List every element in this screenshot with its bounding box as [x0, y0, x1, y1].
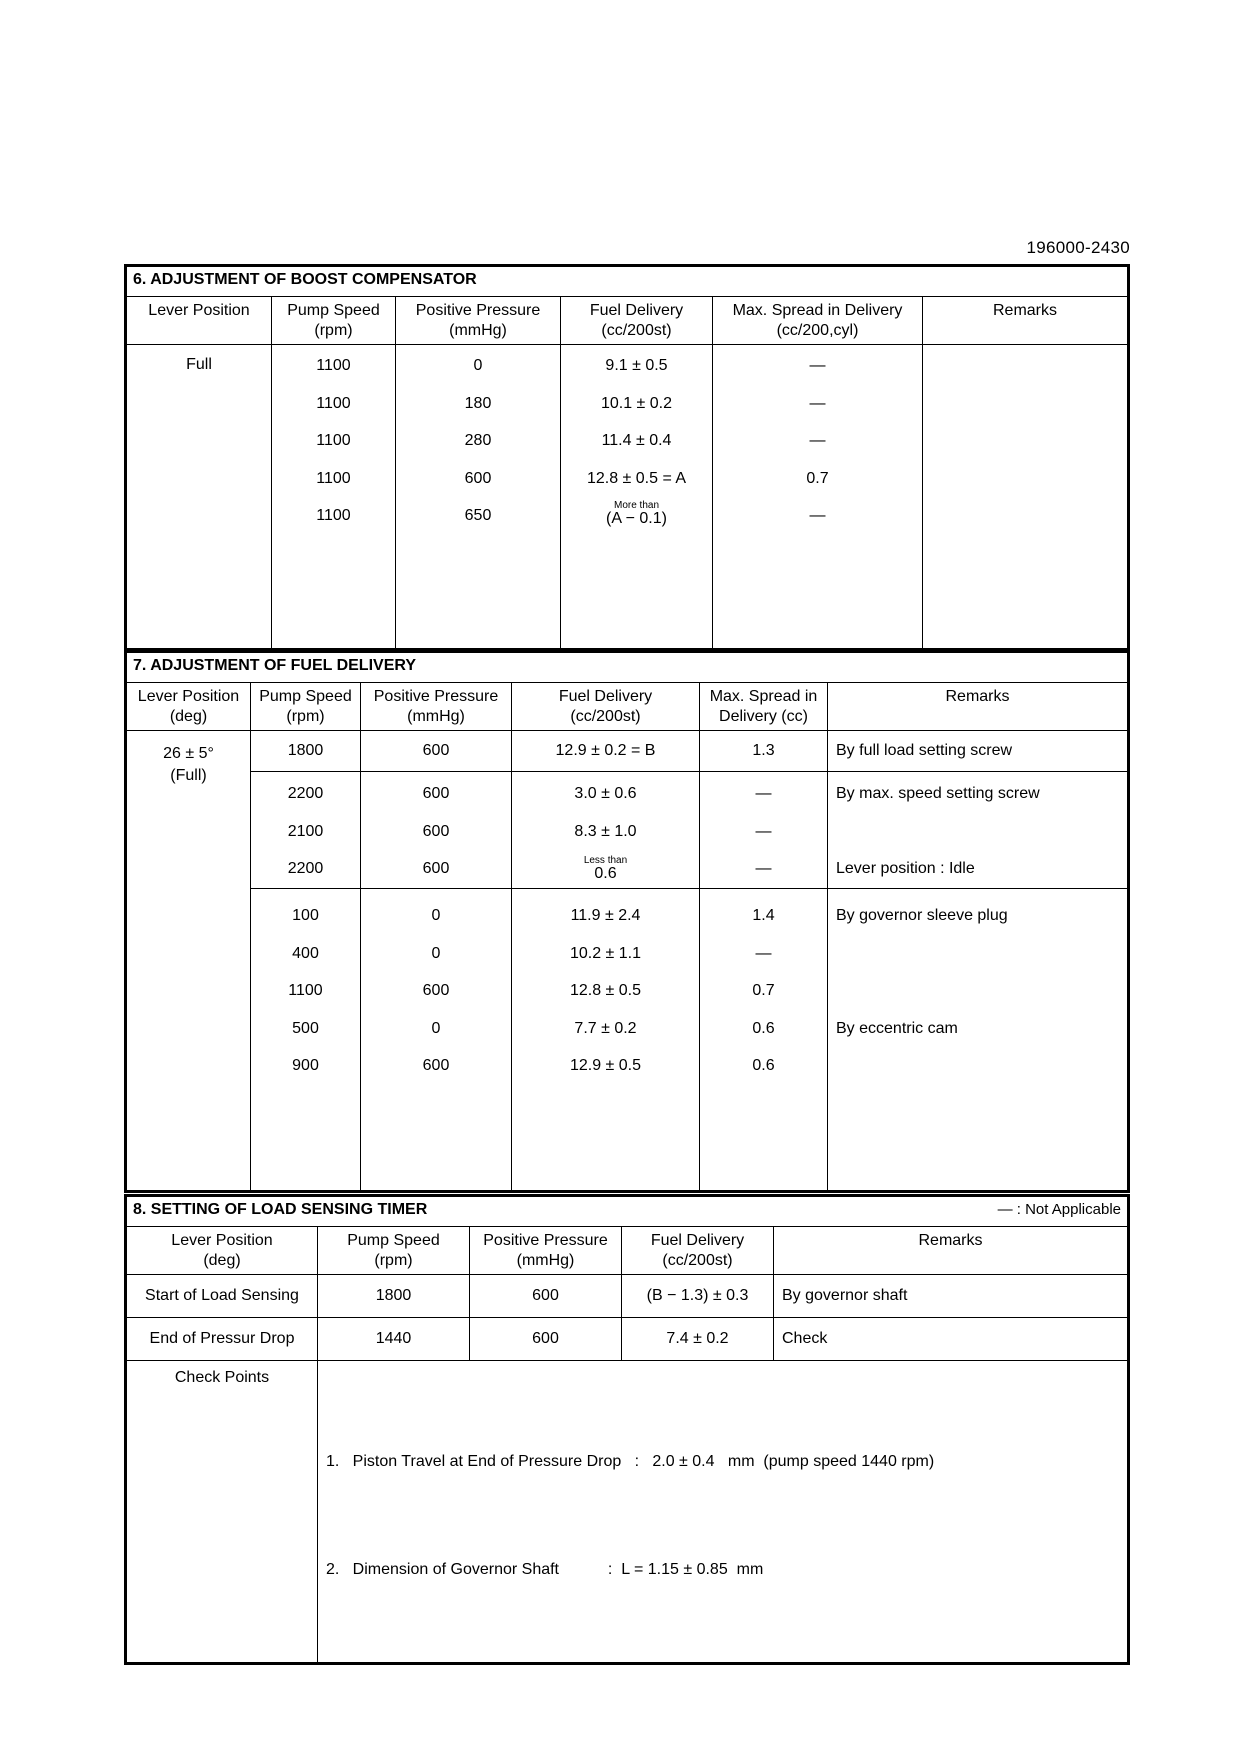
section-8-title: 8. SETTING OF LOAD SENSING TIMER — : Not Applicable — [127, 1197, 1128, 1227]
remarks-cell — [923, 345, 1128, 649]
spread-cell: — — — 0.7 — — [713, 345, 923, 649]
section-6-body — [127, 345, 1128, 649]
section-7-header-row — [127, 683, 1128, 731]
col-max-spread: Max. Spread in Delivery (cc/200,cyl) — [713, 297, 923, 345]
section-6-title: 6. ADJUSTMENT OF BOOST COMPENSATOR — [127, 267, 1128, 297]
row-group-3: 100 400 1100 500 900 0 0 600 0 600 11.9 ± 2.4 10.2 ± 1.1 12.8 ± 0.5 7.7 ± 0.2 12.9 ± 0.5 1.4 — 0.7 0.6 0.6 By governor sleeve plug By eccentric cam — [127, 889, 1128, 1191]
check-point-1: 1. Piston Travel at End of Pressure Drop : 2.0 ± 0.4 mm (pump speed 1440 rpm) — [326, 1453, 935, 1470]
pressure-cell: 0 180 280 600 650 — [396, 345, 561, 649]
table-row: Start of Load Sensing 1800 600 (B − 1.3) ± 0.3 By governor shaft — [127, 1275, 1128, 1318]
col-fuel-delivery: Fuel Delivery (cc/200st) — [512, 683, 700, 731]
col-positive-pressure: Positive Pressure (mmHg) — [361, 683, 512, 731]
check-point-2: 2. Dimension of Governor Shaft : L = 1.15 ± 0.85 mm — [326, 1561, 764, 1578]
fuel-cell: 9.1 ± 0.5 10.1 ± 0.2 11.4 ± 0.4 12.8 ± 0.5 = A More than (A − 0.1) — [561, 345, 713, 649]
col-max-spread: Max. Spread in Delivery (cc) — [700, 683, 828, 731]
col-lever-position: Lever Position — [127, 297, 272, 345]
lever-cell: 26 ± 5° (Full) — [127, 731, 251, 1191]
document-number: 196000-2430 — [1026, 238, 1130, 257]
section-7-title: 7. ADJUSTMENT OF FUEL DELIVERY — [127, 653, 1128, 683]
col-remarks: Remarks — [923, 297, 1128, 345]
section-6-header-row — [127, 297, 1128, 345]
col-positive-pressure: Positive Pressure (mmHg) — [396, 297, 561, 345]
col-lever-position: Lever Position (deg) — [127, 683, 251, 731]
section-load-sensing-timer — [124, 1194, 1130, 1665]
lever-value: Full — [186, 356, 212, 373]
row-group-2: 2200 2100 2200 600 600 600 3.0 ± 0.6 8.3 ± 1.0 Less than 0.6 — — — By max. speed setting screw Lever position : Idle — [127, 772, 1128, 889]
not-applicable-note: — : Not Applicable — [997, 1201, 1121, 1218]
section-boost-compensator — [124, 264, 1130, 651]
section-8-header-row: Lever Position (deg) Pump Speed (rpm) Positive Pressure (mmHg) Fuel Delivery (cc/200st) Remarks — [127, 1227, 1128, 1275]
col-pump-speed: Pump Speed (rpm) — [272, 297, 396, 345]
col-fuel-delivery: Fuel Delivery (cc/200st) — [561, 297, 713, 345]
check-points-row — [127, 1361, 1128, 1663]
check-points-label: Check Points — [127, 1361, 318, 1663]
table-row: 26 ± 5° (Full) 1800 600 12.9 ± 0.2 = B 1.3 By full load setting screw — [127, 731, 1128, 772]
check-points-list — [318, 1361, 1128, 1663]
section-fuel-delivery — [124, 650, 1130, 1193]
col-remarks: Remarks — [828, 683, 1128, 731]
table-row: End of Pressur Drop 1440 600 7.4 ± 0.2 Check — [127, 1318, 1128, 1361]
speed-cell: 1100 1100 1100 1100 1100 — [272, 345, 396, 649]
col-pump-speed: Pump Speed (rpm) — [251, 683, 361, 731]
